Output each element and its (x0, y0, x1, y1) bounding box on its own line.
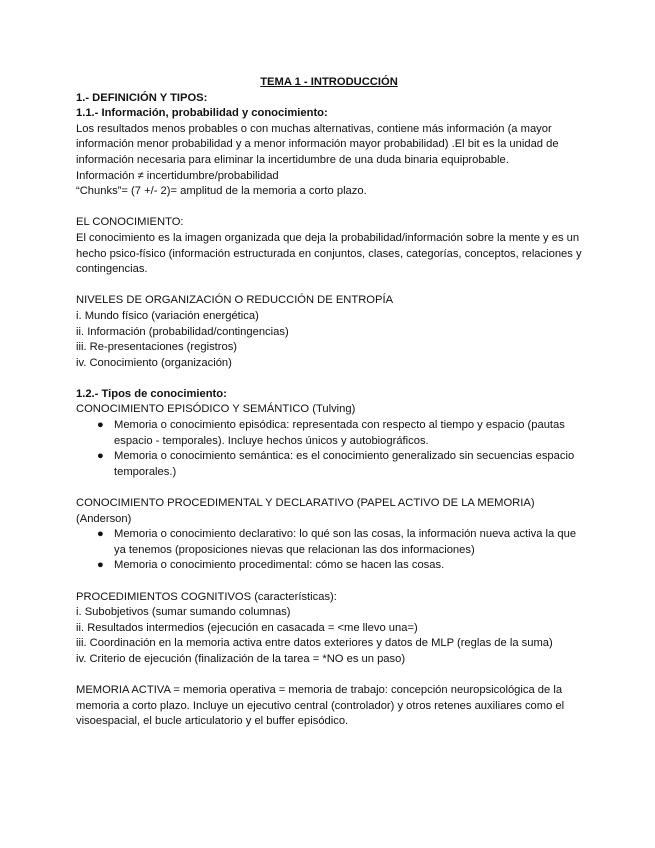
procesos-item: i. Subobjetivos (sumar sumando columnas) (76, 606, 291, 619)
paragraph-informacion: Los resultados menos probables o con muchas alternativas, contiene más información (a mayor información menor probabilidad y a menor información mayor probabilidad) .El bit es la unidad de información necesaria para eliminar la incertidumbre de una duda binaria equiprobable. (76, 122, 559, 166)
bullet-icon: ● (97, 559, 104, 572)
list-item-text: Memoria o conocimiento procedimental: cómo se hacen las cosas. (114, 559, 445, 572)
procesos-item: iii. Coordinación en la memoria activa entre datos exteriores y datos de MLP (reglas de la suma) (76, 637, 553, 650)
procedimental-list (76, 527, 582, 574)
niveles-item: ii. Información (probabilidad/contingencias) (76, 325, 289, 338)
paragraph-informacion-formula: Información ≠ incertidumbre/probabilidad (76, 169, 279, 182)
list-item-text: Memoria o conocimiento semántica: es el conocimiento generalizado sin secuencias espacio temporales.) (114, 450, 575, 478)
list-item (97, 449, 582, 480)
niveles-heading: NIVELES DE ORGANIZACIÓN O REDUCCIÓN DE ENTROPÍA (76, 294, 394, 307)
page-title: TEMA 1 - INTRODUCCIÓN (260, 76, 398, 88)
niveles-item: iv. Conocimiento (organización) (76, 356, 232, 369)
procesos-item: iv. Criterio de ejecución (finalización de la tarea = *NO es un paso) (76, 652, 406, 665)
document-page (76, 75, 582, 730)
bullet-icon: ● (97, 419, 104, 432)
list-item-text: Memoria o conocimiento episódica: representada con respecto al tiempo y espacio (pautas espacio - temporales). Incluye hechos únicos y autobiográficos. (114, 419, 565, 447)
bullet-icon: ● (97, 450, 104, 463)
list-item (97, 527, 582, 558)
paragraph-chunks: “Chunks”= (7 +/- 2)= amplitud de la memoria a corto plazo. (76, 185, 367, 198)
list-item (97, 558, 582, 574)
list-item-text: Memoria o conocimiento declarativo: lo qué son las cosas, la información nueva activa la que ya tenemos (proposiciones nievas que relacionan las dos informaciones) (114, 528, 577, 556)
conocimiento-paragraph: El conocimiento es la imagen organizada que deja la probabilidad/información sobre la mente y es un hecho psico-físico (información estructurada en conjuntos, clases, categorías, conceptos, relaciones y contingencias. (76, 231, 582, 276)
episodico-list (76, 418, 582, 480)
procesos-heading: PROCEDIMIENTOS COGNITIVOS (características): (76, 590, 337, 603)
memoria-activa-paragraph: MEMORIA ACTIVA = memoria operativa = memoria de trabajo: concepción neuropsicológica de la memoria a corto plazo. Incluye un ejecutivo central (controlador) y otros retenes auxiliares como el visoespacial, el bucle articulatorio y el buffer episódico. (76, 684, 565, 728)
episodico-heading: CONOCIMIENTO EPISÓDICO Y SEMÁNTICO (Tulving) (76, 403, 356, 416)
niveles-item: iii. Re-presentaciones (registros) (76, 341, 238, 354)
niveles-item: i. Mundo físico (variación energética) (76, 309, 259, 322)
section-heading-1: 1.- DEFINICIÓN Y TIPOS: (76, 91, 208, 104)
procedimental-heading: CONOCIMIENTO PROCEDIMENTAL Y DECLARATIVO (PAPEL ACTIVO DE LA MEMORIA) (Anderson) (76, 497, 535, 525)
subsection-heading-1-1: 1.1.- Información, probabilidad y conocimiento: (76, 107, 328, 120)
list-item (97, 418, 582, 449)
bullet-icon: ● (97, 528, 104, 541)
procesos-item: ii. Resultados intermedios (ejecución en casacada = <me llevo una=) (76, 621, 418, 634)
conocimiento-heading: EL CONOCIMIENTO: (76, 216, 184, 229)
subsection-heading-1-2: 1.2.- Tipos de conocimiento: (76, 387, 227, 400)
